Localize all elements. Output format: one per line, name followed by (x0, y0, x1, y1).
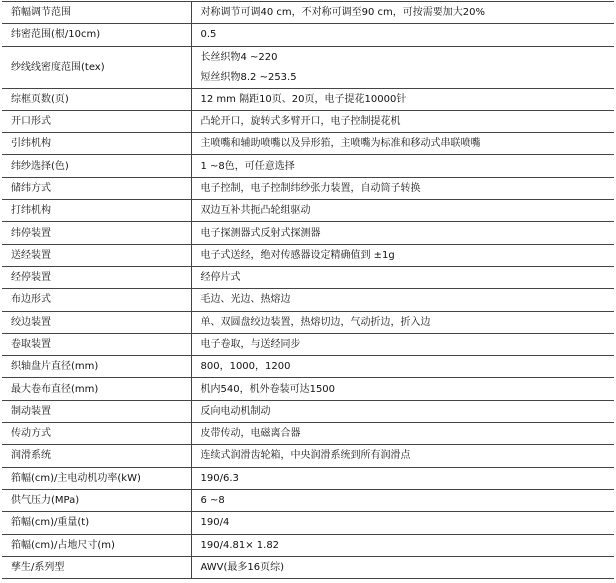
table-row (2, 489, 614, 511)
row-value: 电子控制，电子控制纬纱张力装置，自动筒子转换 (191, 177, 614, 199)
row-label: 最大卷布直径(mm) (2, 378, 191, 400)
row-value: 单、双圆盘绞边装置，热熔切边，气动折边，折入边 (191, 311, 614, 333)
table-row (2, 311, 614, 333)
row-label: 储纬方式 (2, 177, 191, 199)
row-value: 电子式送经，绝对传感器设定精确值到 ±1g (191, 244, 614, 266)
row-label: 纬纱选择(色) (2, 155, 191, 177)
row-value: 电子卷取，与送经同步 (191, 333, 614, 355)
table-row (2, 534, 614, 556)
table-row (2, 423, 614, 445)
table-row (2, 400, 614, 422)
row-value (191, 46, 614, 88)
row-value: AWV(最多16页综) (191, 556, 614, 578)
table-row (2, 556, 614, 578)
table-row (2, 266, 614, 288)
row-label: 供气压力(MPa) (2, 489, 191, 511)
row-label: 纱线线密度范围(tex) (2, 46, 191, 88)
row-label: 卷取装置 (2, 333, 191, 355)
table-row (2, 155, 614, 177)
row-label: 经停装置 (2, 266, 191, 288)
row-label: 筘幅调节范围 (2, 2, 191, 24)
table-row (2, 244, 614, 266)
row-value: 0.5 (191, 24, 614, 46)
row-label: 筘幅(cm)/重量(t) (2, 512, 191, 534)
row-value: 凸轮开口，旋转式多臂开口，电子控制提花机 (191, 110, 614, 132)
table-row (2, 222, 614, 244)
row-label: 制动装置 (2, 400, 191, 422)
row-value: 190/6.3 (191, 467, 614, 489)
table-row (2, 356, 614, 378)
row-label: 传动方式 (2, 423, 191, 445)
row-value: 对称调节可调40 cm，不对称可调至90 cm，可按需要加大20% (191, 2, 614, 24)
table-row (2, 378, 614, 400)
row-value-line: 长丝织物4 ~220 (200, 51, 278, 63)
row-label: 打纬机构 (2, 200, 191, 222)
row-label: 开口形式 (2, 110, 191, 132)
row-value: 毛边、光边、热熔边 (191, 289, 614, 311)
spec-table (2, 1, 614, 579)
row-label: 润滑系统 (2, 445, 191, 467)
row-label: 纬密范围(根/10cm) (2, 24, 191, 46)
row-label: 孳生/系列型 (2, 556, 191, 578)
table-row (2, 110, 614, 132)
row-value: 反向电动机制动 (191, 400, 614, 422)
table-row (2, 46, 614, 88)
row-value: 皮带传动，电磁离合器 (191, 423, 614, 445)
row-value: 6 ~8 (191, 489, 614, 511)
row-label: 引纬机构 (2, 133, 191, 155)
row-value: 主喷嘴和辅助喷嘴以及异形筘，主喷嘴为标准和移动式串联喷嘴 (191, 133, 614, 155)
row-label: 综框页数(页) (2, 88, 191, 110)
row-value: 电子探测器式反射式探测器 (191, 222, 614, 244)
table-row (2, 512, 614, 534)
row-label: 布边形式 (2, 289, 191, 311)
table-row (2, 24, 614, 46)
row-value: 12 mm 隔距10页、20页，电子提花10000针 (191, 88, 614, 110)
table-row (2, 333, 614, 355)
row-value: 190/4 (191, 512, 614, 534)
table-row (2, 200, 614, 222)
table-row (2, 467, 614, 489)
table-row (2, 2, 614, 24)
table-row (2, 177, 614, 199)
row-value: 经停片式 (191, 266, 614, 288)
row-value: 连续式润滑齿轮箱，中央润滑系统到所有润滑点 (191, 445, 614, 467)
row-label: 筘幅(cm)/主电动机功率(kW) (2, 467, 191, 489)
table-row (2, 445, 614, 467)
row-label: 送经装置 (2, 244, 191, 266)
table-row (2, 289, 614, 311)
table-row (2, 133, 614, 155)
row-label: 筘幅(cm)/占地尺寸(m) (2, 534, 191, 556)
row-label: 绞边装置 (2, 311, 191, 333)
row-value: 机内540，机外卷装可达1500 (191, 378, 614, 400)
row-value: 800，1000，1200 (191, 356, 614, 378)
row-value: 1 ~8色，可任意选择 (191, 155, 614, 177)
row-label: 纬停装置 (2, 222, 191, 244)
table-row (2, 88, 614, 110)
row-value-line: 短丝织物8.2 ~253.5 (200, 71, 297, 83)
row-value: 双边互补共扼凸轮组驱动 (191, 200, 614, 222)
row-label: 织轴盘片直径(mm) (2, 356, 191, 378)
row-value: 190/4.81× 1.82 (191, 534, 614, 556)
